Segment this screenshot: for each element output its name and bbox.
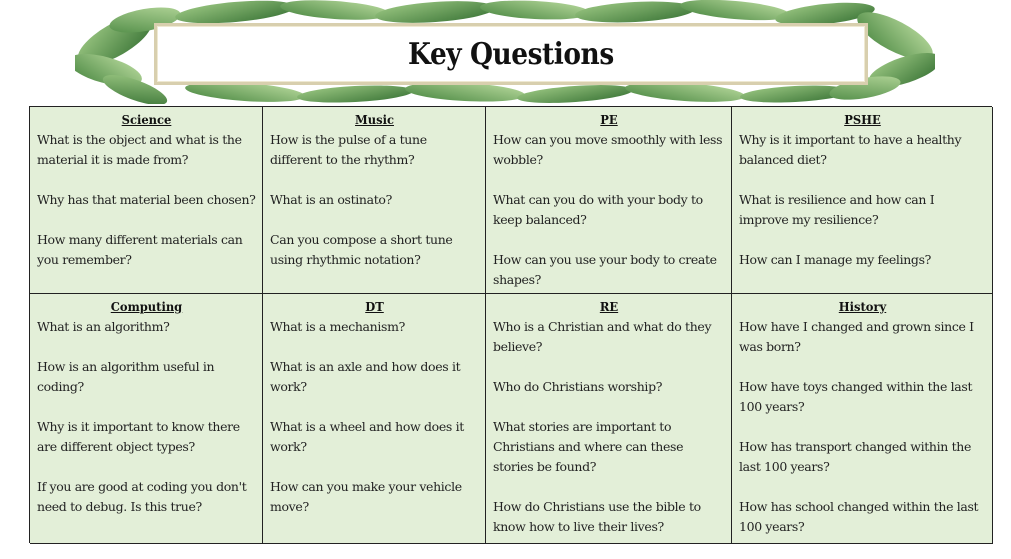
question: How do Christians use the bible to know how to live their lives? [493,499,701,534]
question-list [739,317,986,537]
page-title: Key Questions [408,36,614,72]
question: How can you move smoothly with less wobble? [493,132,723,167]
question: How have toys changed within the last 100 years? [739,379,973,414]
question-list [37,317,256,517]
question-list [270,130,479,270]
subject-cell-pe [486,107,732,294]
question: What stories are important to Christians and where can these stories be found? [493,419,684,474]
question-list [493,317,725,537]
subject-cell-pshe [732,107,993,294]
title-box [154,23,868,85]
subject-cell-history [732,294,993,544]
question-list [493,130,725,290]
subject-heading: RE [599,299,619,314]
question: What is the object and what is the material it is made from? [37,132,242,167]
question: Why is it important to have a healthy balanced diet? [739,132,962,167]
question: How many different materials can you remember? [37,232,243,267]
subject-cell-re [486,294,732,544]
question: Can you compose a short tune using rhythmic notation? [270,232,453,267]
subject-heading: Music [355,112,394,127]
subject-cell-dt [263,294,486,544]
question-list [739,130,986,270]
question: What is an axle and how does it work? [270,359,461,394]
key-questions-grid [29,106,992,543]
subject-cell-computing [30,294,263,544]
question: What is an ostinato? [270,192,392,207]
question: How has school changed within the last 100 years? [739,499,979,534]
question: Who is a Christian and what do they believe? [493,319,712,354]
title-banner [75,0,935,104]
question: How has transport changed within the last 100 years? [739,439,971,474]
question: How is an algorithm useful in coding? [37,359,215,394]
question: What is a mechanism? [270,319,405,334]
subject-heading: PE [600,112,618,127]
subject-heading: History [838,299,887,314]
question: How have I changed and grown since I was born? [739,319,974,354]
question: Why has that material been chosen? [37,192,256,207]
question: What is resilience and how can I improve my resilience? [739,192,935,227]
subject-heading: Science [121,112,172,127]
question: How can you make your vehicle move? [270,479,462,514]
subject-cell-science [30,107,263,294]
question: Why is it important to know there are different object types? [37,419,240,454]
subject-heading: Computing [110,299,183,314]
question: Who do Christians worship? [493,379,663,394]
question: How is the pulse of a tune different to the rhythm? [270,132,427,167]
subject-heading: PSHE [844,112,881,127]
subject-cell-music [263,107,486,294]
question-list [270,317,479,517]
question: How can I manage my feelings? [739,252,931,267]
question: What is an algorithm? [37,319,170,334]
question: If you are good at coding you don't need to debug. Is this true? [37,479,247,514]
question-list [37,130,256,270]
question: What can you do with your body to keep balanced? [493,192,703,227]
question: How can you use your body to create shapes? [493,252,717,287]
subject-heading: DT [365,299,384,314]
question: What is a wheel and how does it work? [270,419,464,454]
